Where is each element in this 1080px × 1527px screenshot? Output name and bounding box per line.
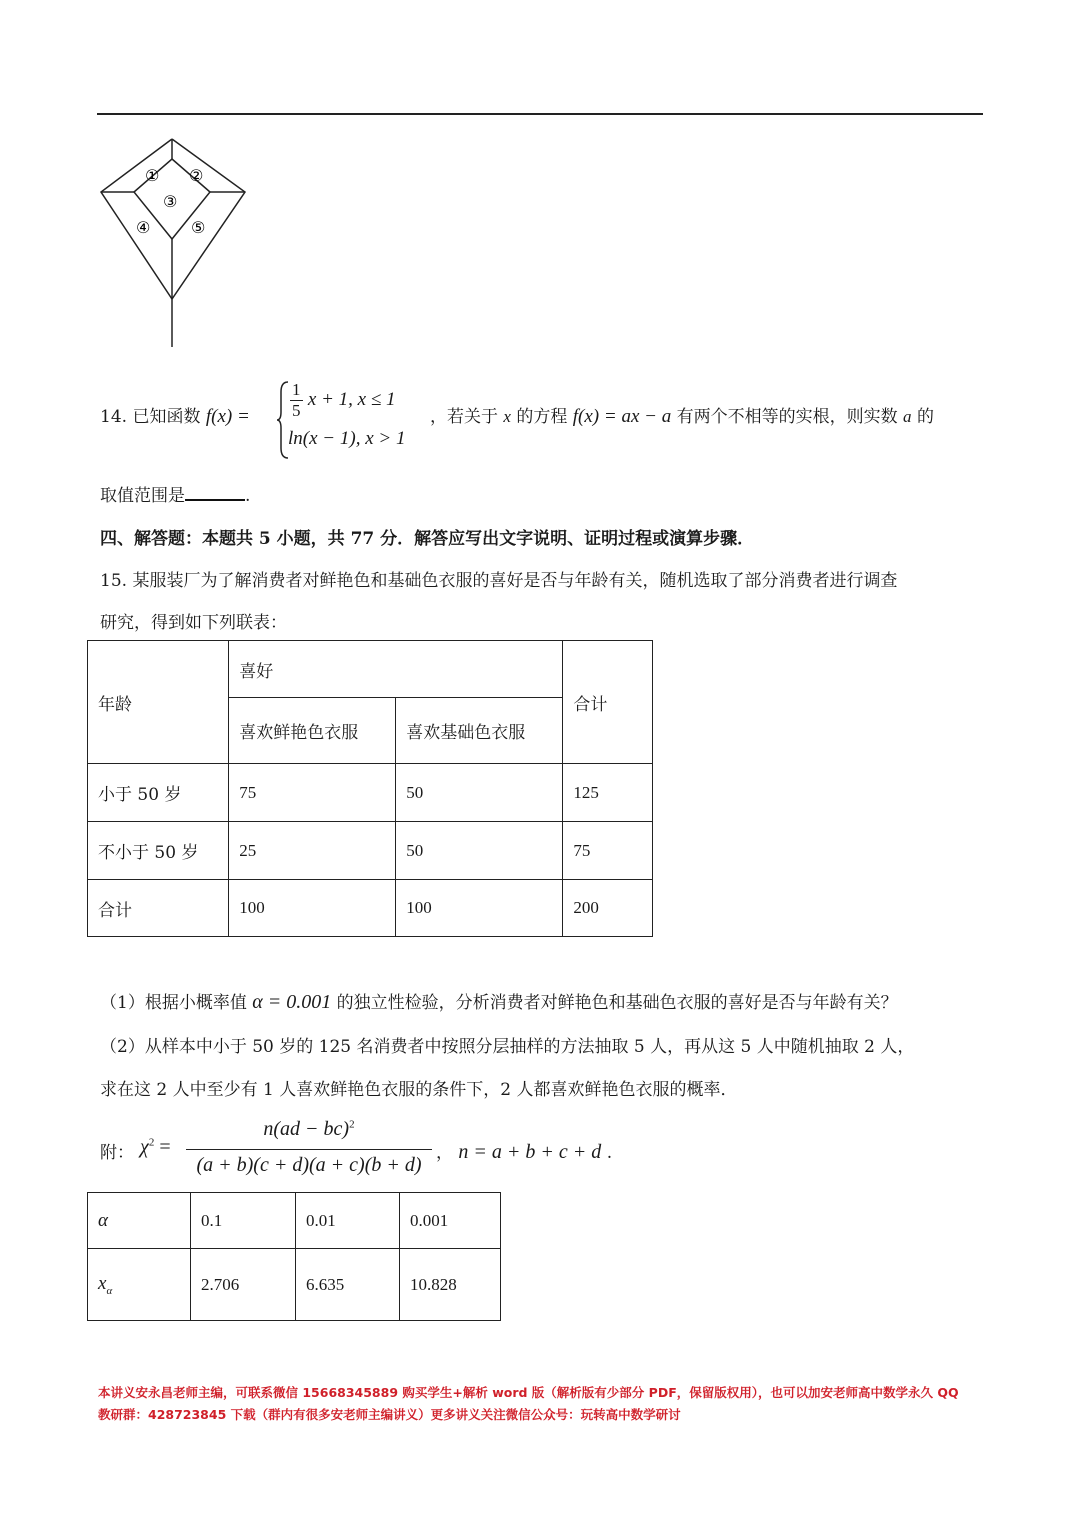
footer-notice [98, 1382, 988, 1426]
sub-question-2-line1: （2）从样本中小于 50 岁的 125 名消费者中按照分层抽样的方法抽取 5 人，再从这 5 人中随机抽取 2 人， [100, 1037, 915, 1057]
table-row [88, 822, 653, 880]
formula-numerator [186, 1118, 432, 1141]
cell-basic: 50 [396, 764, 563, 822]
alpha-cell: 0.1 [191, 1193, 296, 1249]
sub1-pre: （1）根据小概率值 [100, 993, 247, 1013]
chi-letter: χ [140, 1136, 149, 1158]
q14-mid1: ，若关于 [430, 407, 498, 427]
numerator-exponent: 2 [349, 1118, 355, 1131]
cell-basic: 50 [396, 822, 563, 880]
cell-bright: 75 [229, 764, 396, 822]
fraction-bar [186, 1149, 432, 1150]
x-alpha-cell: 6.635 [296, 1249, 400, 1321]
region-label-1: ① [145, 166, 160, 185]
table-row [88, 764, 653, 822]
alpha-cell: 0.01 [296, 1193, 400, 1249]
critical-value-table [87, 1192, 501, 1321]
appendix-label: 附： [100, 1143, 134, 1163]
q14-var-a: a [903, 407, 912, 426]
q14-lead: 已知函数 [132, 407, 201, 427]
formula-tail [436, 1138, 612, 1164]
q14-end: . [245, 486, 251, 506]
table-row [88, 1249, 501, 1321]
alpha-cell: 0.001 [400, 1193, 501, 1249]
region-label-4: ④ [136, 218, 151, 237]
th-age: 年龄 [88, 641, 229, 764]
footer-line-1: 本讲义安永昌老师主编，可联系微信 15668345889 购买学生+解析 word 版（解析版有少部分 PDF，保留版权用），也可以加安老师高中数学永久 QQ [98, 1385, 959, 1400]
q15-line2: 研究，得到如下列联表： [100, 613, 287, 633]
footer-line-2: 教研群：428723845 下载（群内有很多安老师主编讲义）更多讲义关注微信公众号：玩转高中数学研讨 [98, 1407, 681, 1422]
sub-question-2-line2: 求在这 2 人中至少有 1 人喜欢鲜艳色衣服的条件下，2 人都喜欢鲜艳色衣服的概率． [100, 1080, 738, 1100]
header-rule [97, 113, 983, 115]
region-label-5: ⑤ [191, 218, 206, 237]
piecewise-case-2: ln(x − 1), x > 1 [288, 428, 406, 449]
q14-var-x: x [503, 407, 511, 426]
chi-equals: = [159, 1136, 171, 1158]
piecewise-case-1 [290, 380, 396, 421]
th-bright: 喜欢鲜艳色衣服 [229, 698, 396, 764]
q14-condition [430, 402, 934, 428]
th-total: 合计 [563, 641, 653, 764]
cell-bright: 25 [229, 822, 396, 880]
chi-symbol [140, 1136, 171, 1159]
row-label: 合计 [88, 880, 229, 937]
alpha-subscript: α [106, 1284, 113, 1297]
kite-diagram [95, 135, 255, 355]
q14-mid4: 的 [916, 407, 934, 427]
q15-line1: 15. 某服装厂为了解消费者对鲜艳色和基础色衣服的喜好是否与年龄有关，随机选取了部分消费者进行调查 [100, 571, 898, 591]
cell-total: 125 [563, 764, 653, 822]
row-label: 不小于 50 岁 [88, 822, 229, 880]
contingency-table [87, 640, 653, 937]
th-preference: 喜好 [229, 641, 563, 698]
case1-rest: x + 1, x ≤ 1 [307, 389, 396, 410]
x-letter: x [98, 1272, 107, 1294]
th-basic: 喜欢基础色衣服 [396, 698, 563, 764]
sub1-alpha: α = 0.001 [252, 991, 332, 1013]
sub-question-1 [100, 988, 898, 1014]
q14-fx: f(x) = [205, 406, 250, 427]
x-alpha-cell: 2.706 [191, 1249, 296, 1321]
alpha-label: α [88, 1193, 191, 1249]
chi-exponent: 2 [148, 1136, 155, 1149]
table-row [88, 880, 653, 937]
case1-frac-den: 5 [292, 401, 301, 420]
cell-bright: 100 [229, 880, 396, 937]
cell-total: 200 [563, 880, 653, 937]
q14-mid3: 有两个不相等的实根，则实数 [676, 407, 898, 427]
section-4-heading: 四、解答题：本题共 5 小题，共 77 分．解答应写出文字说明、证明过程或演算步骤． [100, 529, 755, 549]
table-row [88, 1193, 501, 1249]
cell-basic: 100 [396, 880, 563, 937]
n-definition: n = a + b + c + d [458, 1141, 602, 1163]
formula-denominator: (a + b)(c + d)(a + c)(b + d) [196, 1154, 422, 1176]
region-label-3: ③ [163, 192, 178, 211]
cell-total: 75 [563, 822, 653, 880]
answer-blank [185, 485, 245, 501]
row-label: 小于 50 岁 [88, 764, 229, 822]
x-alpha-label [88, 1249, 191, 1321]
q14-range-label: 取值范围是 [100, 486, 185, 506]
q14-mid2: 的方程 [516, 407, 568, 427]
question-14 [100, 402, 250, 428]
sub1-post: 的独立性检验，分析消费者对鲜艳色和基础色衣服的喜好是否与年龄有关？ [336, 993, 898, 1013]
formula-end: . [606, 1143, 613, 1163]
x-alpha-cell: 10.828 [400, 1249, 501, 1321]
q14-number: 14. [100, 407, 128, 427]
region-label-2: ② [189, 166, 204, 185]
q14-line2 [100, 481, 250, 506]
numerator-text: n(ad − bc) [263, 1118, 350, 1140]
case1-frac-num: 1 [292, 380, 301, 399]
kite-outline [101, 139, 245, 299]
q14-equation: f(x) = ax − a [572, 406, 672, 427]
formula-sep: ， [436, 1143, 453, 1163]
